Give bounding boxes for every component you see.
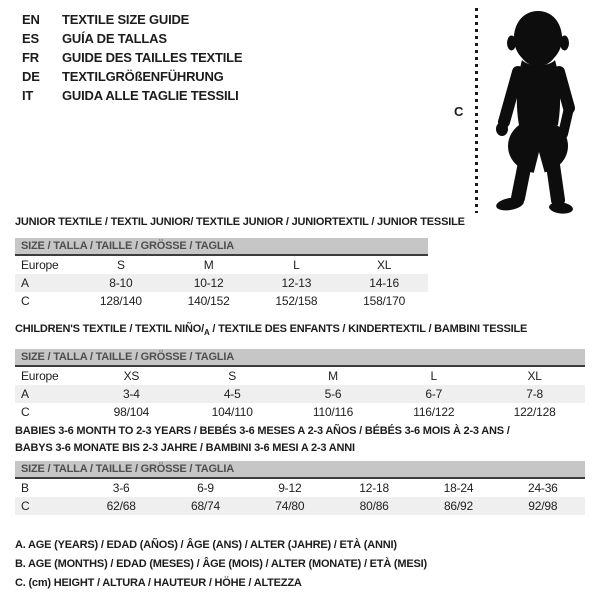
row-label: C: [21, 405, 30, 420]
children-title-text: CHILDREN'S TEXTILE / TEXTIL NIÑO/: [15, 323, 204, 335]
language-title: GUIDE DES TAILLES TEXTILE: [62, 50, 243, 65]
table-cell: 92/98: [528, 499, 558, 513]
table-cell: 98/104: [113, 405, 150, 420]
column-header: M: [328, 369, 338, 384]
table-row: [15, 385, 585, 403]
row-label: C: [21, 499, 30, 513]
table-cell: 110/116: [312, 405, 354, 420]
height-measure-label: C: [454, 104, 464, 119]
table-cell: 5-6: [324, 387, 342, 402]
toddler-silhouette-icon: [482, 6, 596, 214]
measure-legend: [15, 536, 427, 593]
section-babies-textile: [15, 423, 585, 515]
row-label: A: [21, 276, 29, 290]
column-header: S: [228, 369, 237, 384]
table-row: [15, 274, 428, 292]
height-measure-figure: [0, 0, 600, 220]
table-cell: 122/128: [513, 405, 556, 420]
legend-line-c: C. (cm) HEIGHT / ALTURA / HAUTEUR / HÖHE / ALTEZZA: [15, 577, 302, 589]
table-cell: 80/86: [359, 499, 389, 513]
children-title-text: / TEXTILE DES ENFANTS / KINDERTEXTIL / BAMBINI TESSILE: [209, 323, 528, 335]
babies-size-header-bar: SIZE / TALLA / TAILLE / GRÖSSE / TAGLIA: [15, 461, 585, 479]
table-cell: 3-6: [112, 481, 130, 495]
column-header: S: [116, 258, 125, 272]
table-cell: 152/158: [275, 294, 318, 308]
language-title: TEXTILGRÖßENFÜHRUNG: [62, 69, 224, 84]
column-header: XL: [527, 369, 542, 384]
column-header: L: [293, 258, 300, 272]
section-junior-textile: [15, 215, 465, 310]
table-cell: 14-16: [369, 276, 399, 290]
row-label: C: [21, 294, 30, 308]
table-cell: 24-36: [527, 481, 558, 495]
table-cell: 18-24: [443, 481, 474, 495]
language-title: GUIDA ALLE TAGLIE TESSILI: [62, 88, 239, 103]
table-cell: 7-8: [526, 387, 543, 402]
table-cell: 158/170: [363, 294, 406, 308]
row-label: A: [21, 387, 29, 402]
table-row: [15, 367, 585, 385]
table-cell: 74/80: [275, 499, 305, 513]
table-cell: 8-10: [109, 276, 133, 290]
legend-line-b: B. AGE (MONTHS) / EDAD (MESES) / ÂGE (MOIS) / ALTER (MONATE) / ETÀ (MESI): [15, 558, 427, 570]
table-cell: 3-4: [123, 387, 140, 402]
table-cell: 10-12: [193, 276, 224, 290]
junior-section-title: JUNIOR TEXTILE / TEXTIL JUNIOR/ TEXTILE JUNIOR / JUNIORTEXTIL / JUNIOR TESSILE: [15, 216, 465, 228]
table-cell: 12-13: [281, 276, 312, 290]
height-dashed-line: [475, 8, 478, 213]
language-code: ES: [22, 31, 39, 46]
babies-size-table: [15, 479, 585, 515]
table-cell: 12-18: [359, 481, 389, 495]
table-row: [15, 497, 585, 515]
column-header: XL: [376, 258, 392, 272]
column-header: Europe: [21, 369, 59, 384]
table-cell: 68/74: [190, 499, 220, 513]
column-header: Europe: [21, 258, 59, 272]
table-cell: 62/68: [106, 499, 136, 513]
table-cell: 104/110: [211, 405, 253, 420]
language-code: FR: [22, 50, 39, 65]
table-row: [15, 292, 428, 310]
table-cell: 128/140: [99, 294, 142, 308]
language-code: IT: [22, 88, 34, 103]
column-header: XS: [123, 369, 140, 384]
children-section-title: [15, 322, 585, 340]
children-size-table: [15, 367, 585, 421]
table-cell: 9-12: [278, 481, 302, 495]
table-row: [15, 479, 585, 497]
children-size-header-bar: SIZE / TALLA / TAILLE / GRÖSSE / TAGLIA: [15, 349, 585, 367]
table-cell: 4-5: [223, 387, 241, 402]
babies-section-title-line2: BABYS 3-6 MONATE BIS 2-3 JAHRE / BAMBINI 3-6 MESI A 2-3 ANNI: [15, 442, 355, 454]
table-cell: 140/152: [187, 294, 230, 308]
junior-size-header-bar: SIZE / TALLA / TAILLE / GRÖSSE / TAGLIA: [15, 238, 428, 256]
babies-section-title-line1: BABIES 3-6 MONTH TO 2-3 YEARS / BEBÉS 3-6 MESES A 2-3 AÑOS / BÉBÉS 3-6 MOIS À 2-3 ANS /: [15, 425, 510, 437]
table-cell: 116/122: [413, 405, 455, 420]
column-header: M: [203, 258, 214, 272]
table-cell: 86/92: [443, 499, 473, 513]
section-children-textile: [15, 322, 585, 421]
table-cell: 6-7: [425, 387, 443, 402]
junior-size-table: [15, 256, 428, 310]
table-cell: 6-9: [197, 481, 214, 495]
table-row: [15, 256, 428, 274]
language-title: GUÍA DE TALLAS: [62, 31, 167, 46]
language-code: EN: [22, 12, 40, 27]
row-label: B: [21, 481, 29, 495]
language-code: DE: [22, 69, 40, 84]
table-row: [15, 403, 585, 421]
children-title-subscript: A: [203, 328, 210, 338]
legend-line-a: A. AGE (YEARS) / EDAD (AÑOS) / ÂGE (ANS) / ALTER (JAHRE) / ETÀ (ANNI): [15, 539, 397, 551]
language-title: TEXTILE SIZE GUIDE: [62, 12, 190, 27]
column-header: L: [430, 369, 438, 384]
